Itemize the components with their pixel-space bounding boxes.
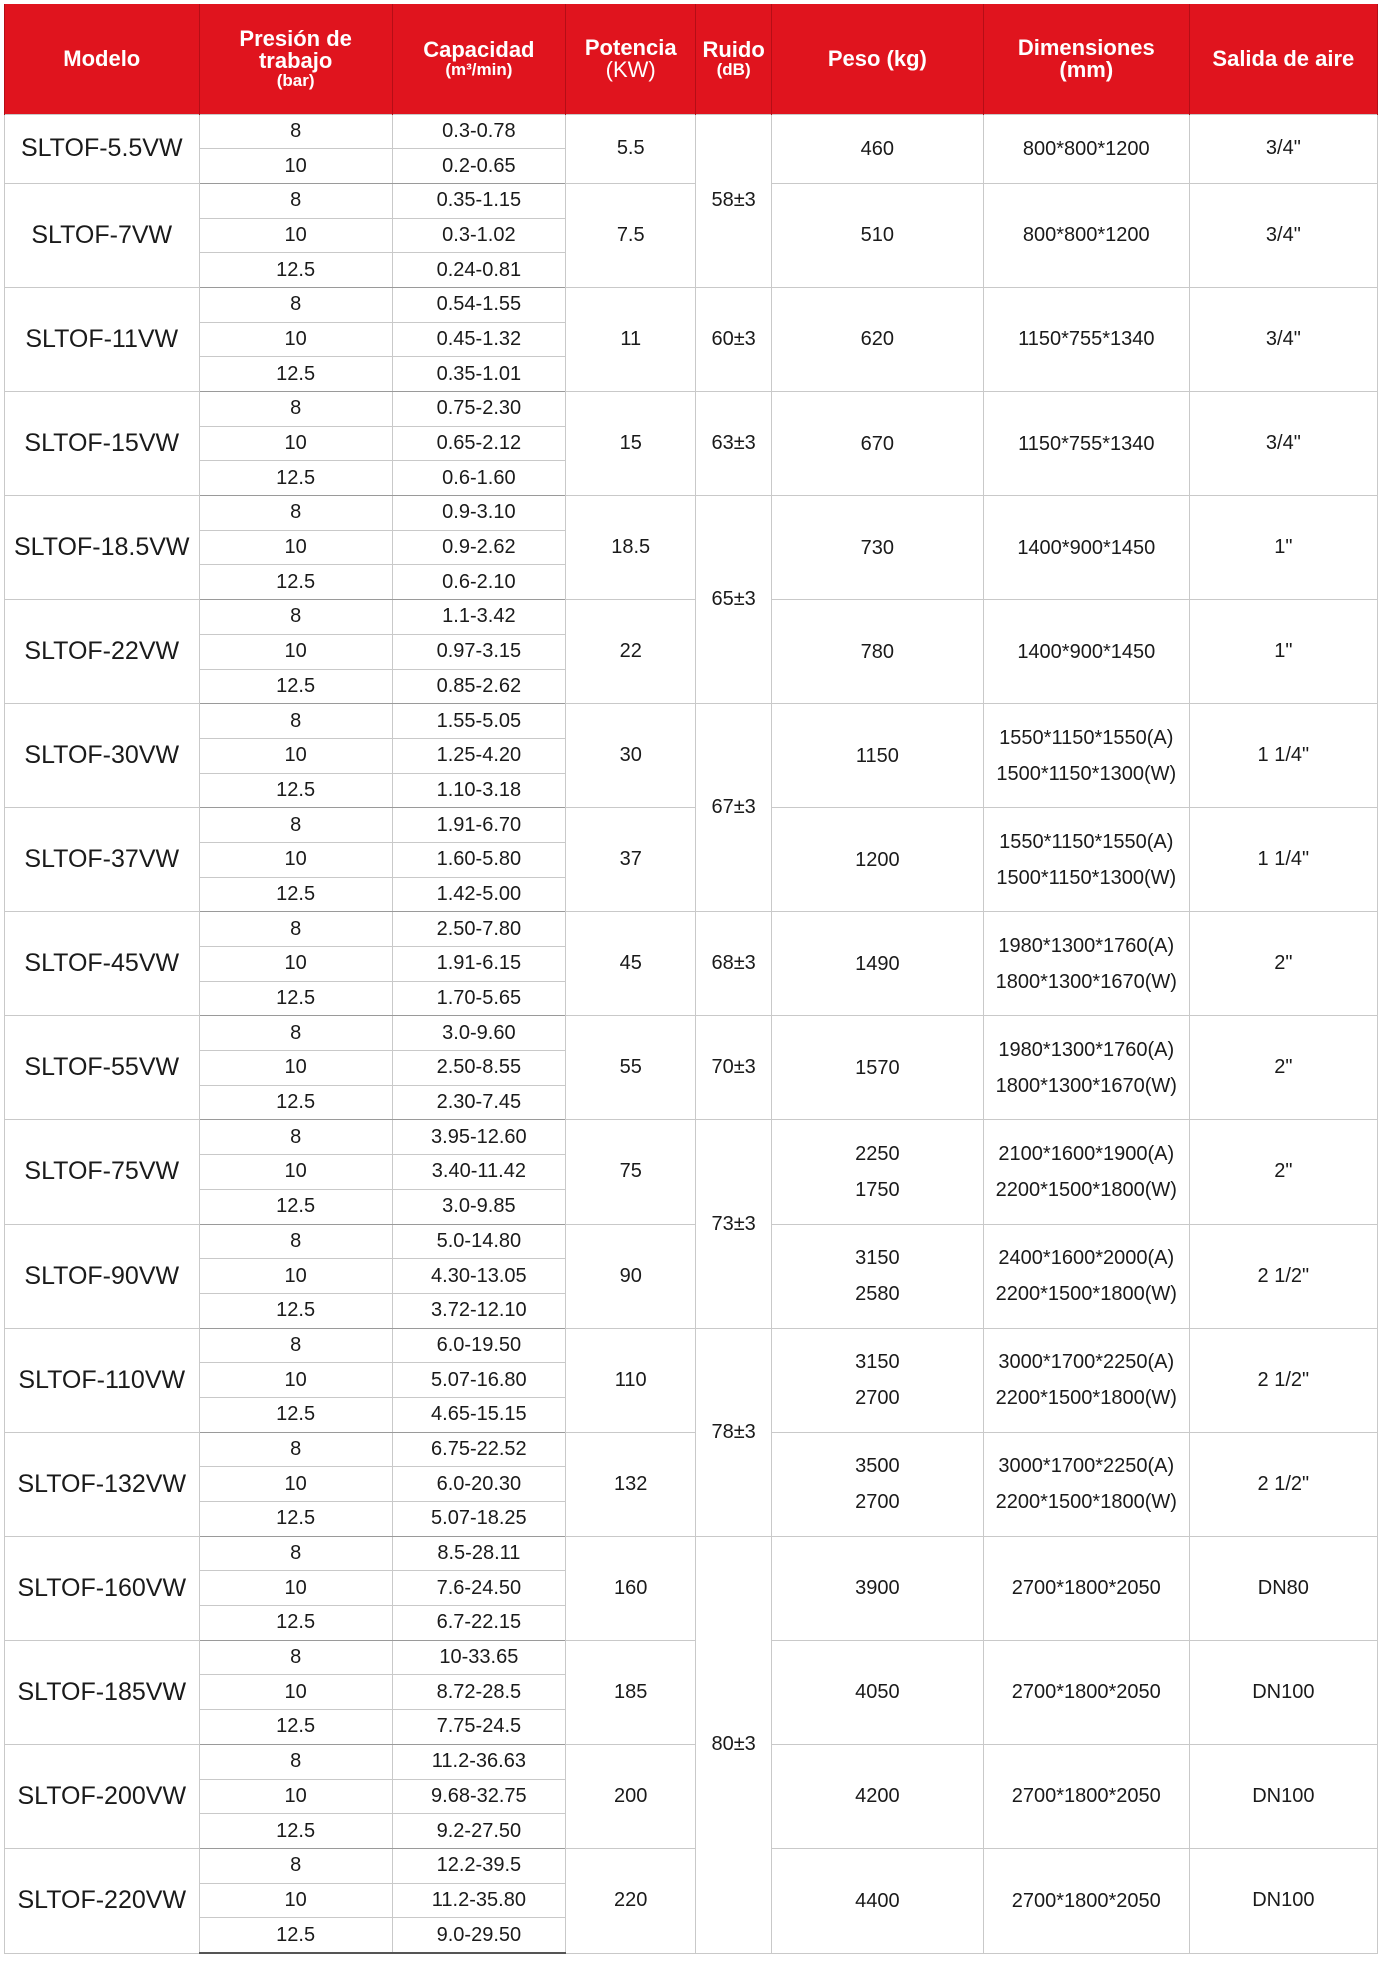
noise-cell: 68±3 <box>696 912 771 1016</box>
noise-cell: 58±3 <box>696 114 771 287</box>
capacity-cell: 0.97-3.15 <box>392 634 565 669</box>
dimensions-cell <box>983 287 1189 391</box>
dimensions-value: 1980*1300*1760(A) <box>998 1038 1175 1061</box>
dimensions-cell <box>983 912 1189 1016</box>
model-name-cell: SLTOF-132VW <box>5 1432 200 1536</box>
pressure-cell: 12.5 <box>199 773 392 808</box>
weight-value: 2250 <box>855 1142 900 1165</box>
weight-value: 4400 <box>855 1889 900 1912</box>
weight-value: 780 <box>860 640 895 663</box>
table-row <box>5 287 1378 322</box>
pressure-cell: 10 <box>199 218 392 253</box>
table-row <box>5 704 1378 739</box>
capacity-cell: 0.35-1.15 <box>392 183 565 218</box>
pressure-cell: 10 <box>199 738 392 773</box>
header-outlet: Salida de aire <box>1189 4 1377 114</box>
pressure-cell: 12.5 <box>199 877 392 912</box>
dimensions-cell <box>983 1120 1189 1224</box>
model-name-cell: SLTOF-55VW <box>5 1016 200 1120</box>
capacity-cell: 5.07-16.80 <box>392 1363 565 1398</box>
weight-cell <box>771 808 983 912</box>
power-cell: 75 <box>565 1120 696 1224</box>
model-name-cell: SLTOF-160VW <box>5 1536 200 1640</box>
capacity-cell: 0.75-2.30 <box>392 392 565 427</box>
capacity-cell: 11.2-36.63 <box>392 1744 565 1779</box>
pressure-cell: 10 <box>199 1363 392 1398</box>
capacity-cell: 8.5-28.11 <box>392 1536 565 1571</box>
weight-value: 460 <box>860 137 895 160</box>
pressure-cell: 8 <box>199 183 392 218</box>
pressure-cell: 10 <box>199 1051 392 1086</box>
outlet-cell: 2 1/2" <box>1189 1432 1377 1536</box>
model-name-cell: SLTOF-7VW <box>5 183 200 287</box>
dimensions-value: 3000*1700*2250(A) <box>998 1351 1175 1374</box>
pressure-cell: 10 <box>199 1571 392 1606</box>
pressure-cell: 8 <box>199 1328 392 1363</box>
dimensions-value: 2200*1500*1800(W) <box>995 1387 1177 1410</box>
dimensions-value: 1550*1150*1550(A) <box>999 830 1174 853</box>
table-row <box>5 1744 1378 1779</box>
pressure-cell: 8 <box>199 1432 392 1467</box>
outlet-cell: 2" <box>1189 1120 1377 1224</box>
dimensions-value: 2700*1800*2050 <box>1011 1889 1161 1912</box>
capacity-cell: 0.6-1.60 <box>392 461 565 496</box>
capacity-cell: 3.40-11.42 <box>392 1155 565 1190</box>
capacity-cell: 11.2-35.80 <box>392 1883 565 1918</box>
dimensions-value: 2700*1800*2050 <box>1011 1577 1161 1600</box>
capacity-cell: 1.55-5.05 <box>392 704 565 739</box>
header-pressure: Presión de trabajo (bar) <box>199 4 392 114</box>
capacity-cell: 2.50-8.55 <box>392 1051 565 1086</box>
dimensions-value: 3000*1700*2250(A) <box>998 1455 1175 1478</box>
capacity-cell: 9.68-32.75 <box>392 1779 565 1814</box>
capacity-cell: 0.2-0.65 <box>392 149 565 184</box>
weight-value: 4050 <box>855 1681 900 1704</box>
outlet-cell: 1" <box>1189 600 1377 704</box>
header-noise: Ruido (dB) <box>696 4 771 114</box>
pressure-cell: 8 <box>199 1744 392 1779</box>
pressure-cell: 10 <box>199 842 392 877</box>
dimensions-cell <box>983 704 1189 808</box>
capacity-cell: 7.6-24.50 <box>392 1571 565 1606</box>
pressure-cell: 10 <box>199 149 392 184</box>
pressure-cell: 12.5 <box>199 981 392 1016</box>
pressure-cell: 8 <box>199 1848 392 1883</box>
pressure-cell: 8 <box>199 1640 392 1675</box>
dimensions-cell <box>983 1328 1189 1432</box>
outlet-cell: 3/4" <box>1189 287 1377 391</box>
outlet-cell: 1 1/4" <box>1189 808 1377 912</box>
weight-cell <box>771 1536 983 1640</box>
dimensions-value: 1800*1300*1670(W) <box>995 970 1177 993</box>
capacity-cell: 0.9-2.62 <box>392 530 565 565</box>
table-row <box>5 912 1378 947</box>
pressure-cell: 12.5 <box>199 1502 392 1537</box>
capacity-cell: 7.75-24.5 <box>392 1710 565 1745</box>
dimensions-cell <box>983 1640 1189 1744</box>
dimensions-value: 800*800*1200 <box>1022 224 1150 247</box>
capacity-cell: 0.3-0.78 <box>392 114 565 149</box>
capacity-cell: 3.95-12.60 <box>392 1120 565 1155</box>
table-row <box>5 183 1378 218</box>
power-cell: 185 <box>565 1640 696 1744</box>
weight-value: 3150 <box>855 1351 900 1374</box>
model-name-cell: SLTOF-18.5VW <box>5 496 200 600</box>
model-name-cell: SLTOF-22VW <box>5 600 200 704</box>
power-cell: 5.5 <box>565 114 696 183</box>
dimensions-cell <box>983 183 1189 287</box>
weight-cell <box>771 114 983 183</box>
dimensions-cell <box>983 1016 1189 1120</box>
weight-value: 4200 <box>855 1785 900 1808</box>
capacity-cell: 6.0-20.30 <box>392 1467 565 1502</box>
table-row <box>5 114 1378 149</box>
pressure-cell: 10 <box>199 1259 392 1294</box>
header-capacity: Capacidad (m³/min) <box>392 4 565 114</box>
power-cell: 15 <box>565 392 696 496</box>
capacity-cell: 0.3-1.02 <box>392 218 565 253</box>
power-cell: 90 <box>565 1224 696 1328</box>
capacity-cell: 1.42-5.00 <box>392 877 565 912</box>
capacity-cell: 0.9-3.10 <box>392 496 565 531</box>
table-row <box>5 600 1378 635</box>
noise-cell: 78±3 <box>696 1328 771 1536</box>
power-cell: 30 <box>565 704 696 808</box>
weight-cell <box>771 600 983 704</box>
outlet-cell: DN100 <box>1189 1848 1377 1953</box>
table-row <box>5 1016 1378 1051</box>
weight-value: 1200 <box>855 848 900 871</box>
capacity-cell: 10-33.65 <box>392 1640 565 1675</box>
dimensions-value: 2100*1600*1900(A) <box>998 1142 1175 1165</box>
capacity-cell: 12.2-39.5 <box>392 1848 565 1883</box>
pressure-cell: 8 <box>199 912 392 947</box>
weight-cell <box>771 1640 983 1744</box>
pressure-cell: 10 <box>199 426 392 461</box>
pressure-cell: 10 <box>199 1467 392 1502</box>
pressure-cell: 10 <box>199 947 392 982</box>
pressure-cell: 10 <box>199 1155 392 1190</box>
capacity-cell: 1.70-5.65 <box>392 981 565 1016</box>
pressure-cell: 12.5 <box>199 253 392 288</box>
power-cell: 45 <box>565 912 696 1016</box>
outlet-cell: 1 1/4" <box>1189 704 1377 808</box>
power-cell: 55 <box>565 1016 696 1120</box>
pressure-cell: 8 <box>199 1536 392 1571</box>
capacity-cell: 9.0-29.50 <box>392 1918 565 1953</box>
pressure-cell: 8 <box>199 287 392 322</box>
weight-value: 1570 <box>855 1056 900 1079</box>
model-name-cell: SLTOF-11VW <box>5 287 200 391</box>
pressure-cell: 10 <box>199 530 392 565</box>
table-row <box>5 496 1378 531</box>
model-name-cell: SLTOF-75VW <box>5 1120 200 1224</box>
dimensions-value: 1150*755*1340 <box>1018 432 1155 455</box>
weight-cell <box>771 1224 983 1328</box>
pressure-cell: 8 <box>199 600 392 635</box>
capacity-cell: 3.0-9.85 <box>392 1189 565 1224</box>
capacity-cell: 8.72-28.5 <box>392 1675 565 1710</box>
pressure-cell: 8 <box>199 1016 392 1051</box>
dimensions-cell <box>983 496 1189 600</box>
pressure-cell: 12.5 <box>199 1814 392 1849</box>
pressure-cell: 12.5 <box>199 1293 392 1328</box>
dimensions-value: 2700*1800*2050 <box>1011 1785 1161 1808</box>
power-cell: 18.5 <box>565 496 696 600</box>
outlet-cell: 3/4" <box>1189 114 1377 183</box>
dimensions-value: 1980*1300*1760(A) <box>998 934 1175 957</box>
weight-cell <box>771 1432 983 1536</box>
model-name-cell: SLTOF-90VW <box>5 1224 200 1328</box>
weight-value: 730 <box>860 536 895 559</box>
outlet-cell: 2 1/2" <box>1189 1328 1377 1432</box>
weight-cell <box>771 1744 983 1848</box>
weight-value: 1150 <box>855 744 899 767</box>
weight-value: 1490 <box>855 952 900 975</box>
capacity-cell: 0.54-1.55 <box>392 287 565 322</box>
model-name-cell: SLTOF-110VW <box>5 1328 200 1432</box>
capacity-cell: 0.85-2.62 <box>392 669 565 704</box>
pressure-cell: 12.5 <box>199 1918 392 1953</box>
noise-cell: 60±3 <box>696 287 771 391</box>
table-row <box>5 1536 1378 1571</box>
dimensions-value: 800*800*1200 <box>1022 137 1150 160</box>
capacity-cell: 5.0-14.80 <box>392 1224 565 1259</box>
capacity-cell: 1.91-6.15 <box>392 947 565 982</box>
table-row <box>5 1640 1378 1675</box>
dimensions-cell <box>983 1536 1189 1640</box>
dimensions-value: 1500*1150*1300(W) <box>996 762 1177 785</box>
pressure-cell: 8 <box>199 496 392 531</box>
weight-cell <box>771 183 983 287</box>
dimensions-value: 1800*1300*1670(W) <box>995 1074 1177 1097</box>
weight-cell <box>771 1120 983 1224</box>
header-weight: Peso (kg) <box>771 4 983 114</box>
capacity-cell: 2.50-7.80 <box>392 912 565 947</box>
noise-cell: 63±3 <box>696 392 771 496</box>
weight-value: 1750 <box>855 1178 900 1201</box>
table-row <box>5 1848 1378 1883</box>
weight-value: 510 <box>860 224 895 247</box>
pressure-cell: 12.5 <box>199 357 392 392</box>
dimensions-value: 2400*1600*2000(A) <box>998 1247 1175 1270</box>
weight-value: 2580 <box>855 1283 900 1306</box>
outlet-cell: 2 1/2" <box>1189 1224 1377 1328</box>
dimensions-value: 1400*900*1450 <box>1017 536 1156 559</box>
outlet-cell: DN100 <box>1189 1640 1377 1744</box>
dimensions-value: 1500*1150*1300(W) <box>996 866 1177 889</box>
pressure-cell: 12.5 <box>199 1606 392 1641</box>
pressure-cell: 12.5 <box>199 669 392 704</box>
capacity-cell: 0.6-2.10 <box>392 565 565 600</box>
model-name-cell: SLTOF-15VW <box>5 392 200 496</box>
capacity-cell: 1.1-3.42 <box>392 600 565 635</box>
dimensions-cell <box>983 808 1189 912</box>
dimensions-value: 1550*1150*1550(A) <box>999 726 1174 749</box>
pressure-cell: 8 <box>199 1120 392 1155</box>
header-model: Modelo <box>5 4 200 114</box>
dimensions-cell <box>983 600 1189 704</box>
dimensions-cell <box>983 1744 1189 1848</box>
dimensions-cell <box>983 392 1189 496</box>
dimensions-value: 1400*900*1450 <box>1017 640 1156 663</box>
noise-cell: 70±3 <box>696 1016 771 1120</box>
capacity-cell: 0.65-2.12 <box>392 426 565 461</box>
weight-value: 2700 <box>855 1387 900 1410</box>
power-cell: 220 <box>565 1848 696 1953</box>
dimensions-value: 2200*1500*1800(W) <box>995 1178 1177 1201</box>
pressure-cell: 8 <box>199 1224 392 1259</box>
weight-cell <box>771 1016 983 1120</box>
power-cell: 132 <box>565 1432 696 1536</box>
dimensions-cell <box>983 1224 1189 1328</box>
outlet-cell: 2" <box>1189 912 1377 1016</box>
pressure-cell: 8 <box>199 704 392 739</box>
capacity-cell: 3.0-9.60 <box>392 1016 565 1051</box>
capacity-cell: 2.30-7.45 <box>392 1085 565 1120</box>
capacity-cell: 6.75-22.52 <box>392 1432 565 1467</box>
spec-table-body <box>5 114 1378 1953</box>
noise-cell: 80±3 <box>696 1536 771 1953</box>
pressure-cell: 12.5 <box>199 1189 392 1224</box>
model-name-cell: SLTOF-185VW <box>5 1640 200 1744</box>
model-name-cell: SLTOF-30VW <box>5 704 200 808</box>
model-name-cell: SLTOF-220VW <box>5 1848 200 1953</box>
pressure-cell: 10 <box>199 1675 392 1710</box>
dimensions-cell <box>983 1432 1189 1536</box>
pressure-cell: 12.5 <box>199 1085 392 1120</box>
weight-cell <box>771 496 983 600</box>
outlet-cell: 3/4" <box>1189 183 1377 287</box>
table-row <box>5 808 1378 843</box>
capacity-cell: 1.25-4.20 <box>392 738 565 773</box>
dimensions-value: 2200*1500*1800(W) <box>995 1283 1177 1306</box>
capacity-cell: 0.45-1.32 <box>392 322 565 357</box>
outlet-cell: 1" <box>1189 496 1377 600</box>
pressure-cell: 12.5 <box>199 565 392 600</box>
noise-cell: 65±3 <box>696 496 771 704</box>
power-cell: 11 <box>565 287 696 391</box>
table-row <box>5 1328 1378 1363</box>
pressure-cell: 8 <box>199 392 392 427</box>
model-name-cell: SLTOF-37VW <box>5 808 200 912</box>
pressure-cell: 12.5 <box>199 1397 392 1432</box>
pressure-cell: 10 <box>199 1779 392 1814</box>
power-cell: 37 <box>565 808 696 912</box>
outlet-cell: 2" <box>1189 1016 1377 1120</box>
outlet-cell: DN100 <box>1189 1744 1377 1848</box>
compressor-spec-table <box>4 4 1378 1954</box>
weight-value: 3150 <box>855 1247 900 1270</box>
model-name-cell: SLTOF-45VW <box>5 912 200 1016</box>
noise-cell: 67±3 <box>696 704 771 912</box>
weight-cell <box>771 287 983 391</box>
capacity-cell: 1.10-3.18 <box>392 773 565 808</box>
power-cell: 22 <box>565 600 696 704</box>
power-cell: 7.5 <box>565 183 696 287</box>
pressure-cell: 10 <box>199 634 392 669</box>
weight-cell <box>771 392 983 496</box>
capacity-cell: 0.24-0.81 <box>392 253 565 288</box>
capacity-cell: 3.72-12.10 <box>392 1293 565 1328</box>
weight-value: 2700 <box>855 1491 900 1514</box>
dimensions-cell <box>983 114 1189 183</box>
dimensions-value: 2200*1500*1800(W) <box>995 1491 1177 1514</box>
capacity-cell: 1.91-6.70 <box>392 808 565 843</box>
power-cell: 160 <box>565 1536 696 1640</box>
model-name-cell: SLTOF-200VW <box>5 1744 200 1848</box>
weight-value: 3900 <box>855 1577 900 1600</box>
weight-cell <box>771 1848 983 1953</box>
header-row <box>5 4 1378 114</box>
pressure-cell: 8 <box>199 114 392 149</box>
pressure-cell: 12.5 <box>199 461 392 496</box>
pressure-cell: 10 <box>199 1883 392 1918</box>
model-name-cell: SLTOF-5.5VW <box>5 114 200 183</box>
capacity-cell: 4.65-15.15 <box>392 1397 565 1432</box>
dimensions-value: 1150*755*1340 <box>1018 328 1155 351</box>
spec-table-container <box>4 4 1378 1954</box>
pressure-cell: 8 <box>199 808 392 843</box>
noise-cell: 73±3 <box>696 1120 771 1328</box>
table-row <box>5 1432 1378 1467</box>
power-cell: 110 <box>565 1328 696 1432</box>
pressure-cell: 12.5 <box>199 1710 392 1745</box>
weight-cell <box>771 912 983 1016</box>
header-dimensions: Dimensiones (mm) <box>983 4 1189 114</box>
dimensions-value: 2700*1800*2050 <box>1011 1681 1161 1704</box>
capacity-cell: 6.0-19.50 <box>392 1328 565 1363</box>
capacity-cell: 4.30-13.05 <box>392 1259 565 1294</box>
weight-cell <box>771 1328 983 1432</box>
capacity-cell: 5.07-18.25 <box>392 1502 565 1537</box>
table-row <box>5 1120 1378 1155</box>
capacity-cell: 1.60-5.80 <box>392 842 565 877</box>
pressure-cell: 10 <box>199 322 392 357</box>
dimensions-cell <box>983 1848 1189 1953</box>
weight-value: 3500 <box>855 1455 900 1478</box>
capacity-cell: 0.35-1.01 <box>392 357 565 392</box>
outlet-cell: DN80 <box>1189 1536 1377 1640</box>
weight-cell <box>771 704 983 808</box>
table-row <box>5 1224 1378 1259</box>
power-cell: 200 <box>565 1744 696 1848</box>
weight-value: 670 <box>860 432 895 455</box>
outlet-cell: 3/4" <box>1189 392 1377 496</box>
header-power: Potencia (KW) <box>565 4 696 114</box>
capacity-cell: 9.2-27.50 <box>392 1814 565 1849</box>
capacity-cell: 6.7-22.15 <box>392 1606 565 1641</box>
weight-value: 620 <box>860 328 895 351</box>
table-row <box>5 392 1378 427</box>
